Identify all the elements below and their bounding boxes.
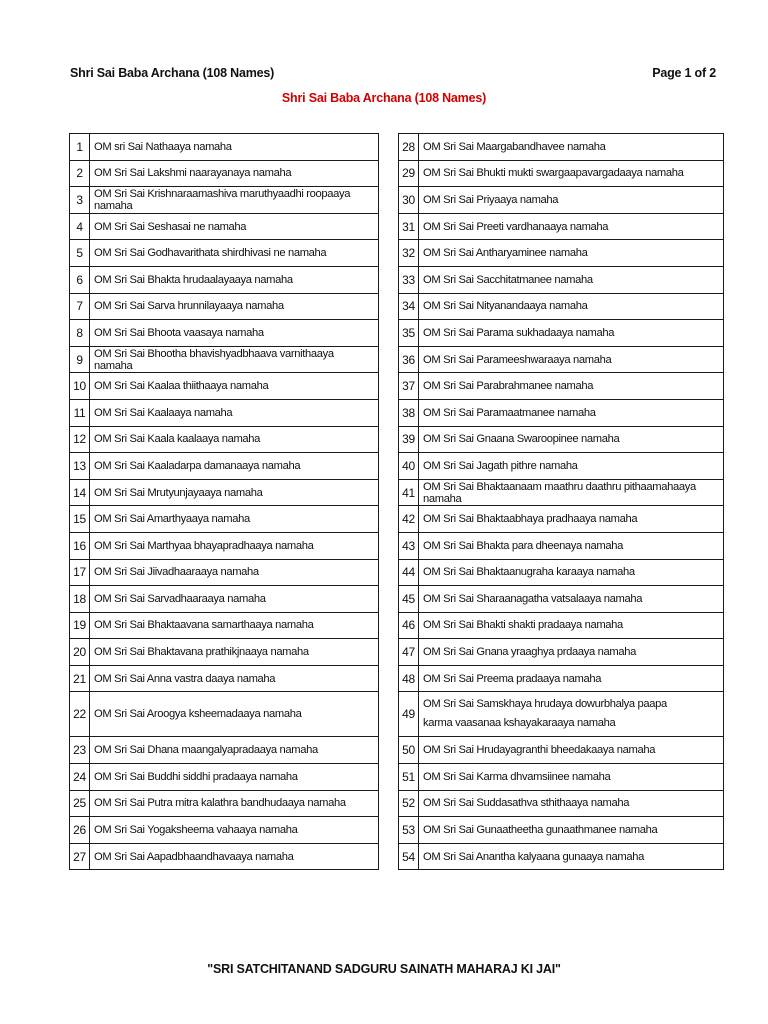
- row-number: 51: [399, 764, 419, 791]
- row-number: 54: [399, 843, 419, 870]
- row-name: OM Sri Sai Priyaaya namaha: [419, 187, 724, 214]
- table-row: [399, 532, 724, 559]
- row-name: OM Sri Sai Preema pradaaya namaha: [419, 665, 724, 692]
- row-name: OM Sri Sai Parabrahmanee namaha: [419, 373, 724, 400]
- table-row: [399, 506, 724, 533]
- table-row: [399, 764, 724, 791]
- row-number: 44: [399, 559, 419, 586]
- table-row: [399, 293, 724, 320]
- row-number: 7: [70, 293, 90, 320]
- table-row: [70, 134, 379, 161]
- table-row: [70, 737, 379, 764]
- row-number: 38: [399, 399, 419, 426]
- row-number: 47: [399, 639, 419, 666]
- table-row: [70, 320, 379, 347]
- row-number: 12: [70, 426, 90, 453]
- row-name: OM Sri Sai Karma dhvamsiinee namaha: [419, 764, 724, 791]
- row-name: OM Sri Sai Parama sukhadaaya namaha: [419, 320, 724, 347]
- row-name: OM Sri Sai Godhavarithata shirdhivasi ne namaha: [90, 240, 379, 267]
- page-number: Page 1 of 2: [652, 66, 716, 80]
- row-name: OM Sri Sai Putra mitra kalathra bandhudaaya namaha: [90, 790, 379, 817]
- row-name: OM Sri Sai Kaaladarpa damanaaya namaha: [90, 453, 379, 480]
- row-number: 21: [70, 665, 90, 692]
- row-name: OM Sri Sai Bhakta hrudaalayaaya namaha: [90, 266, 379, 293]
- table-row: [399, 817, 724, 844]
- row-number: 19: [70, 612, 90, 639]
- row-name: OM Sri Sai Jagath pithre namaha: [419, 453, 724, 480]
- table-row: [399, 790, 724, 817]
- table-row: [70, 293, 379, 320]
- table-row: [70, 373, 379, 400]
- table-row: [399, 426, 724, 453]
- row-number: 52: [399, 790, 419, 817]
- row-number: 36: [399, 346, 419, 373]
- row-number: 50: [399, 737, 419, 764]
- table-row: [399, 843, 724, 870]
- table-row: [399, 612, 724, 639]
- row-name: OM Sri Sai Gunaatheetha gunaathmanee namaha: [419, 817, 724, 844]
- row-name: OM Sri Sai Aroogya ksheemadaaya namaha: [90, 692, 379, 737]
- table-row: [399, 266, 724, 293]
- row-name: OM Sri Sai Paramaatmanee namaha: [419, 399, 724, 426]
- table-row: [70, 559, 379, 586]
- table-row: [70, 346, 379, 373]
- row-name: OM Sri Sai Amarthyaaya namaha: [90, 506, 379, 533]
- table-row: [399, 586, 724, 613]
- row-name: OM Sri Sai Parameeshwaraaya namaha: [419, 346, 724, 373]
- row-name: OM Sri Sai Preeti vardhanaaya namaha: [419, 213, 724, 240]
- section-title: Shri Sai Baba Archana (108 Names): [281, 91, 487, 105]
- row-number: 40: [399, 453, 419, 480]
- table-row: [399, 399, 724, 426]
- row-name: OM Sri Sai Kaala kaalaaya namaha: [90, 426, 379, 453]
- row-name: OM Sri Sai Gnaana Swaroopinee namaha: [419, 426, 724, 453]
- row-name-line: OM Sri Sai Samskhaya hrudaya dowurbhalya paapa: [423, 698, 667, 711]
- row-number: 48: [399, 665, 419, 692]
- row-name: OM Sri Sai Sarva hrunnilayaaya namaha: [90, 293, 379, 320]
- row-number: 27: [70, 843, 90, 870]
- row-name: OM Sri Sai Bhaktaanaam maathru daathru pithaamahaaya namaha: [419, 479, 724, 506]
- row-number: 37: [399, 373, 419, 400]
- table-row: [399, 320, 724, 347]
- table-row: [399, 479, 724, 506]
- page-header: [70, 66, 716, 84]
- row-name: OM Sri Sai Bhakti shakti pradaaya namaha: [419, 612, 724, 639]
- table-row: [399, 737, 724, 764]
- row-number: 25: [70, 790, 90, 817]
- table-row: [70, 213, 379, 240]
- row-number: 39: [399, 426, 419, 453]
- table-row: [70, 764, 379, 791]
- row-number: 18: [70, 586, 90, 613]
- table-row: [399, 373, 724, 400]
- row-name: OM Sri Sai Jiivadhaaraaya namaha: [90, 559, 379, 586]
- names-table-left: [69, 133, 379, 870]
- row-name: OM Sri Sai Bhukti mukti swargaapavargadaaya namaha: [419, 160, 724, 187]
- table-row: [70, 266, 379, 293]
- table-row: [70, 790, 379, 817]
- row-name: [419, 692, 724, 737]
- row-number: 35: [399, 320, 419, 347]
- table-row: [70, 817, 379, 844]
- row-name: OM Sri Sai Antharyaminee namaha: [419, 240, 724, 267]
- table-row: [399, 639, 724, 666]
- row-name: OM Sri Sai Hrudayagranthi bheedakaaya namaha: [419, 737, 724, 764]
- row-name: OM Sri Sai Nityanandaaya namaha: [419, 293, 724, 320]
- row-name: OM Sri Sai Seshasai ne namaha: [90, 213, 379, 240]
- row-number: 20: [70, 639, 90, 666]
- row-number: 3: [70, 187, 90, 214]
- table-row: [70, 532, 379, 559]
- row-number: 2: [70, 160, 90, 187]
- row-name: OM Sri Sai Maargabandhavee namaha: [419, 134, 724, 161]
- row-name: OM Sri Sai Yogaksheema vahaaya namaha: [90, 817, 379, 844]
- row-number: 32: [399, 240, 419, 267]
- table-row: [70, 399, 379, 426]
- table-row: [70, 639, 379, 666]
- row-name: OM Sri Sai Bhaktaanugraha karaaya namaha: [419, 559, 724, 586]
- names-table-right: [398, 133, 724, 870]
- table-row: [399, 160, 724, 187]
- row-name: OM Sri Sai Marthyaa bhayapradhaaya namaha: [90, 532, 379, 559]
- row-name-line: karma vaasanaa kshayakaraaya namaha: [423, 717, 616, 730]
- row-number: 49: [399, 692, 419, 737]
- row-name: OM Sri Sai Lakshmi naarayanaya namaha: [90, 160, 379, 187]
- row-name: OM Sri Sai Suddasathva sthithaaya namaha: [419, 790, 724, 817]
- table-row: [70, 506, 379, 533]
- footer-salutation: "SRI SATCHITANAND SADGURU SAINATH MAHARAJ KI JAI": [207, 962, 561, 976]
- row-number: 46: [399, 612, 419, 639]
- row-number: 29: [399, 160, 419, 187]
- row-number: 45: [399, 586, 419, 613]
- table-row: [70, 240, 379, 267]
- row-number: 53: [399, 817, 419, 844]
- row-number: 33: [399, 266, 419, 293]
- table-row: [399, 453, 724, 480]
- table-row: [70, 187, 379, 214]
- row-number: 10: [70, 373, 90, 400]
- row-name: OM Sri Sai Bhaktaavana samarthaaya namaha: [90, 612, 379, 639]
- row-number: 42: [399, 506, 419, 533]
- row-name: OM Sri Sai Bhoota vaasaya namaha: [90, 320, 379, 347]
- table-row: [70, 612, 379, 639]
- row-number: 16: [70, 532, 90, 559]
- row-number: 30: [399, 187, 419, 214]
- row-number: 23: [70, 737, 90, 764]
- table-row: [399, 665, 724, 692]
- table-row: [399, 240, 724, 267]
- row-name: OM Sri Sai Aapadbhaandhavaaya namaha: [90, 843, 379, 870]
- row-number: 41: [399, 479, 419, 506]
- row-number: 34: [399, 293, 419, 320]
- table-row: [399, 346, 724, 373]
- row-name: OM Sri Sai Bhaktaabhaya pradhaaya namaha: [419, 506, 724, 533]
- table-row: [399, 213, 724, 240]
- row-name: OM Sri Sai Bhaktavana prathikjnaaya namaha: [90, 639, 379, 666]
- table-row: [399, 187, 724, 214]
- row-number: 31: [399, 213, 419, 240]
- row-number: 11: [70, 399, 90, 426]
- row-number: 43: [399, 532, 419, 559]
- table-row: [70, 160, 379, 187]
- table-row: [70, 586, 379, 613]
- row-name: OM Sri Sai Bhakta para dheenaya namaha: [419, 532, 724, 559]
- document-title: Shri Sai Baba Archana (108 Names): [70, 66, 275, 80]
- table-row: [70, 692, 379, 737]
- row-number: 22: [70, 692, 90, 737]
- row-name: OM Sri Sai Anantha kalyaana gunaaya namaha: [419, 843, 724, 870]
- row-name: OM Sri Sai Sharaanagatha vatsalaaya namaha: [419, 586, 724, 613]
- row-name: OM Sri Sai Dhana maangalyapradaaya namaha: [90, 737, 379, 764]
- row-number: 24: [70, 764, 90, 791]
- table-row: [70, 426, 379, 453]
- row-name: OM Sri Sai Mrutyunjayaaya namaha: [90, 479, 379, 506]
- row-name: OM Sri Sai Gnana yraaghya prdaaya namaha: [419, 639, 724, 666]
- row-name: OM Sri Sai Krishnaraamashiva maruthyaadhi roopaaya namaha: [90, 187, 379, 214]
- row-number: 1: [70, 134, 90, 161]
- table-row: [399, 692, 724, 737]
- row-number: 15: [70, 506, 90, 533]
- row-name: OM Sri Sai Kaalaaya namaha: [90, 399, 379, 426]
- row-number: 9: [70, 346, 90, 373]
- row-number: 4: [70, 213, 90, 240]
- row-name: OM sri Sai Nathaaya namaha: [90, 134, 379, 161]
- row-number: 14: [70, 479, 90, 506]
- row-number: 17: [70, 559, 90, 586]
- table-row: [70, 665, 379, 692]
- row-name: OM Sri Sai Anna vastra daaya namaha: [90, 665, 379, 692]
- row-number: 13: [70, 453, 90, 480]
- row-number: 26: [70, 817, 90, 844]
- row-number: 5: [70, 240, 90, 267]
- row-name: OM Sri Sai Sarvadhaaraaya namaha: [90, 586, 379, 613]
- row-number: 28: [399, 134, 419, 161]
- row-name: OM Sri Sai Kaalaa thiithaaya namaha: [90, 373, 379, 400]
- table-row: [399, 134, 724, 161]
- table-row: [70, 453, 379, 480]
- table-row: [70, 843, 379, 870]
- row-name: OM Sri Sai Buddhi siddhi pradaaya namaha: [90, 764, 379, 791]
- row-number: 8: [70, 320, 90, 347]
- table-row: [399, 559, 724, 586]
- row-number: 6: [70, 266, 90, 293]
- row-name: OM Sri Sai Bhootha bhavishyadbhaava varnithaaya namaha: [90, 346, 379, 373]
- row-name: OM Sri Sai Sacchitatmanee namaha: [419, 266, 724, 293]
- table-row: [70, 479, 379, 506]
